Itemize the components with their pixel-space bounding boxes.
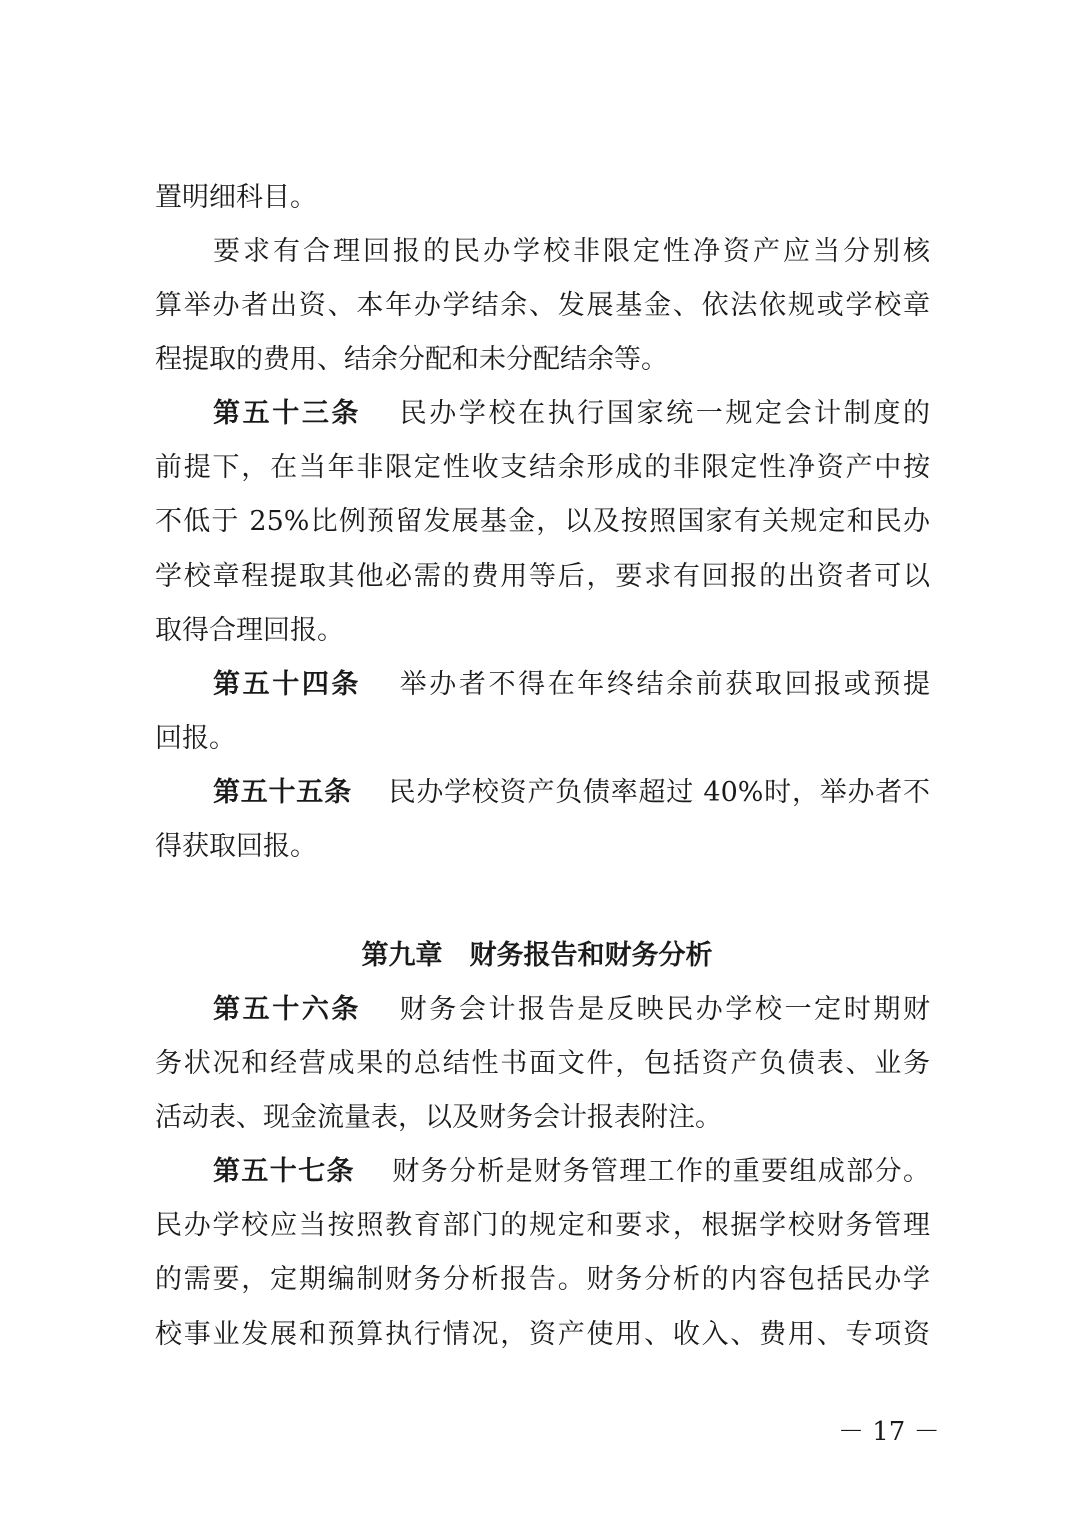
- article-heading: 第五十六条: [213, 994, 362, 1025]
- text-fragment: 民办学校资产负债率超过 40%时，举办者不: [387, 777, 931, 808]
- article-heading: 第五十三条: [213, 398, 362, 429]
- text-line: 算举办者出资、本年办学结余、发展基金、依法依规或学校章: [155, 290, 930, 321]
- article-56-first-line: [213, 990, 930, 1030]
- text-line: 学校章程提取其他必需的费用等后，要求有回报的出资者可以: [155, 561, 930, 592]
- article-55-first-line: [213, 773, 930, 813]
- article-54-first-line: [213, 665, 930, 705]
- text-fragment: 财务分析是财务管理工作的重要组成部分。: [390, 1156, 930, 1187]
- text-line: 民办学校应当按照教育部门的规定和要求，根据学校财务管理: [155, 1210, 930, 1241]
- chapter-title: 第九章 财务报告和财务分析: [361, 940, 713, 971]
- article-heading: 第五十五条: [213, 777, 352, 808]
- text-line: 前提下，在当年非限定性收支结余形成的非限定性净资产中按: [155, 452, 930, 483]
- text-line: 程提取的费用、结余分配和未分配结余等。: [155, 344, 668, 375]
- text-fragment: 财务会计报告是反映民办学校一定时期财: [397, 994, 931, 1025]
- article-53-first-line: [213, 394, 930, 434]
- text-line: 活动表、现金流量表，以及财务会计报表附注。: [155, 1102, 722, 1133]
- text-line: 不低于 25%比例预留发展基金，以及按照国家有关规定和民办: [155, 506, 930, 537]
- text-line: 的需要，定期编制财务分析报告。财务分析的内容包括民办学: [155, 1264, 930, 1295]
- article-heading: 第五十四条: [213, 669, 362, 700]
- text-fragment: 民办学校在执行国家统一规定会计制度的: [397, 398, 931, 429]
- text-line: 校事业发展和预算执行情况，资产使用、收入、费用、专项资: [155, 1319, 930, 1350]
- text-line: 得获取回报。: [155, 831, 317, 862]
- text-fragment: 举办者不得在年终结余前获取回报或预提: [397, 669, 931, 700]
- text-line: 务状况和经营成果的总结性书面文件，包括资产负债表、业务: [155, 1048, 930, 1079]
- text-line: 回报。: [155, 723, 236, 754]
- article-heading: 第五十七条: [213, 1156, 355, 1187]
- text-line: 置明细科目。: [155, 182, 317, 213]
- article-57-first-line: [213, 1152, 930, 1192]
- text-line: 取得合理回报。: [155, 615, 344, 646]
- page-number: － 17 －: [838, 1417, 940, 1447]
- text-line: 要求有合理回报的民办学校非限定性净资产应当分别核: [213, 236, 930, 267]
